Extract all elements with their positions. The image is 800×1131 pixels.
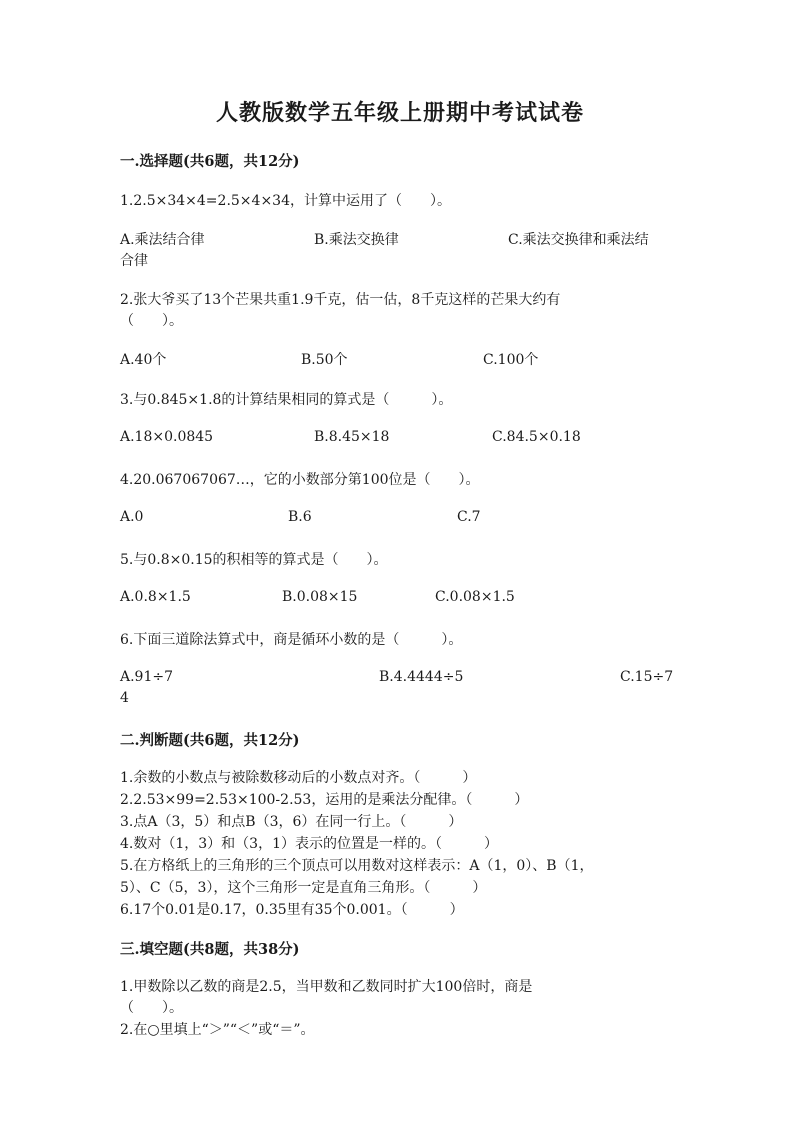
- option-a: A.18×0.0845: [120, 429, 214, 445]
- section-heading-choice: 一.选择题(共6题，共12分): [120, 153, 300, 170]
- option-b: B.6: [288, 509, 312, 525]
- option-a: A.40个: [120, 352, 167, 368]
- judgement-line: 3.点A（3，5）和点B（3，6）在同一行上。（ ）: [120, 814, 463, 830]
- section-heading-fill-blank: 三.填空题(共8题，共38分): [120, 941, 300, 958]
- page-title: 人教版数学五年级上册期中考试试卷: [215, 100, 584, 126]
- question-text-continued: （ ）。: [120, 313, 183, 329]
- judgement-line: 5）、C（5，3），这个三角形一定是直角三角形。（ ）: [120, 880, 487, 896]
- option-a: A.91÷7: [120, 669, 174, 685]
- judgement-line: 4.数对（1，3）和（3，1）表示的位置是一样的。（ ）: [120, 836, 498, 852]
- question-text: 5.与0.8×0.15的积相等的算式是（ ）。: [120, 552, 388, 568]
- option-b: B.0.08×15: [282, 589, 358, 605]
- section-heading-judgement: 二.判断题(共6题，共12分): [120, 732, 300, 749]
- option-c: C.0.08×1.5: [435, 589, 515, 605]
- judgement-line: 1.余数的小数点与被除数移动后的小数点对齐。（ ）: [120, 770, 477, 786]
- question-text: 2.张大爷买了13个芒果共重1.9千克，估一估，8千克这样的芒果大约有: [120, 292, 561, 308]
- option-c: C.100个: [483, 352, 539, 368]
- option-wrap-text: 合律: [120, 253, 148, 269]
- option-b: B.50个: [301, 352, 348, 368]
- option-wrap-text: 4: [120, 690, 129, 706]
- option-c: C.7: [457, 509, 481, 525]
- option-c: C.15÷7: [620, 669, 674, 685]
- option-b: B.4.4444÷5: [379, 669, 464, 685]
- option-a: A.乘法结合律: [120, 232, 205, 248]
- judgement-line: 2.2.53×99=2.53×100-2.53，运用的是乘法分配律。（ ）: [120, 792, 529, 808]
- option-c: C.乘法交换律和乘法结: [508, 232, 649, 248]
- question-text: 3.与0.845×1.8的计算结果相同的算式是（ ）。: [120, 392, 453, 408]
- judgement-line: 6.17个0.01是0.17，0.35里有35个0.001。（ ）: [120, 902, 464, 918]
- fill-blank-line: 2.在○里填上“＞”“＜”或“＝”。: [120, 1022, 315, 1038]
- fill-blank-line: 1.甲数除以乙数的商是2.5，当甲数和乙数同时扩大100倍时，商是: [120, 979, 533, 995]
- option-c: C.84.5×0.18: [492, 429, 581, 445]
- question-text: 1.2.5×34×4=2.5×4×34，计算中运用了（ ）。: [120, 193, 451, 209]
- judgement-line: 5.在方格纸上的三角形的三个顶点可以用数对这样表示：A（1，0）、B（1，: [120, 858, 594, 874]
- question-text: 4.20.067067067…，它的小数部分第100位是（ ）。: [120, 472, 480, 488]
- option-b: B.8.45×18: [314, 429, 390, 445]
- fill-blank-line: （ ）。: [120, 1000, 183, 1016]
- option-a: A.0: [120, 509, 144, 525]
- option-b: B.乘法交换律: [314, 232, 399, 248]
- option-a: A.0.8×1.5: [120, 589, 191, 605]
- question-text: 6.下面三道除法算式中，商是循环小数的是（ ）。: [120, 632, 463, 648]
